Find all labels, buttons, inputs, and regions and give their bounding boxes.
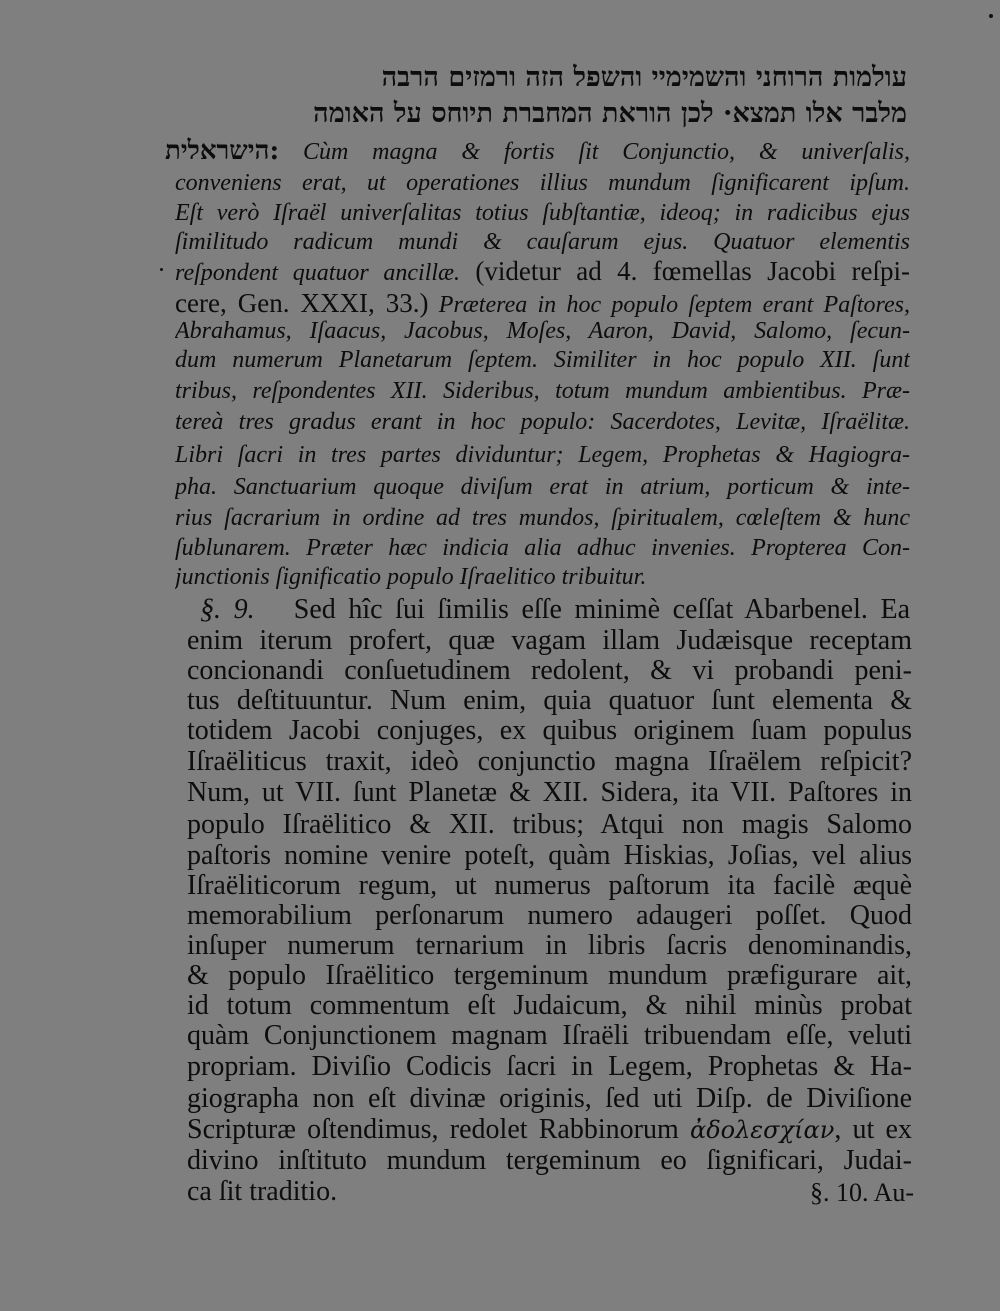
- roman-line-5: Iſraëliticus traxit, ideò conjunctio magna Iſraëlem reſpicit?: [187, 746, 912, 777]
- roman-line-12: & populo Iſraëlitico tergeminum mundum præfigurare ait,: [187, 960, 912, 991]
- roman-fragment: (videtur ad 4. fœmellas Jacobi reſpi-: [460, 256, 910, 286]
- roman-line-15: propriam. Diviſio Codicis ſacri in Legem, Prophetas & Ha-: [187, 1051, 912, 1082]
- mixed-line-3: [165, 136, 910, 166]
- section-mark: §. 9.: [200, 594, 255, 625]
- italic-fragment: Præterea in hoc populo ſeptem erant Paſtores,: [428, 292, 910, 318]
- greek-word: ἀδολεσχίαν: [689, 1116, 835, 1144]
- roman-fragment: , ut ex: [834, 1114, 912, 1145]
- mixed-line-7: [175, 256, 910, 286]
- hebrew-fragment: הישראלית:: [165, 136, 280, 166]
- roman-line-11: inſuper numerum ternarium in libris ſacris denominandis,: [187, 930, 912, 961]
- italic-line-17: junctionis ſignificatio populo Iſraelitico tribuitur.: [175, 564, 647, 590]
- roman-fragment: cere, Gen. XXXI, 33.): [175, 288, 429, 318]
- italic-line-4: conveniens erat, ut operationes illius mundum ſignificarent ipſum.: [175, 170, 910, 196]
- italic-line-11: tribus, reſpondentes XII. Sideribus, totum mundum ambientibus. Præ-: [175, 378, 910, 404]
- roman-line-1: enim iterum profert, quæ vagam illam Judæisque receptam: [187, 625, 912, 656]
- roman-line-4: totidem Jacobi conjuges, ex quibus originem ſuam populus: [187, 715, 912, 746]
- roman-line-14: quàm Conjunctionem magnam Iſraëli tribuendam eſſe, veluti: [187, 1020, 912, 1051]
- roman-line-10: memorabilium perſonarum numero adaugeri poſſet. Quod: [187, 900, 912, 931]
- roman-fragment: Scripturæ oſtendimus, redolet Rabbinorum: [187, 1114, 690, 1145]
- italic-line-6: ſimilitudo radicum mundi & cauſarum ejus. Quatuor elementis: [175, 229, 910, 255]
- roman-line-6: Num, ut VII. ſunt Planetæ & XII. Sidera, ita VII. Paſtores in: [187, 777, 912, 808]
- catchword: §. 10. Au-: [810, 1178, 914, 1207]
- italic-line-13: Libri ſacri in tres partes dividuntur; Legem, Prophetas & Hagiogra-: [175, 442, 910, 468]
- roman-fragment: Sed hîc ſui ſimilis eſſe minimè ceſſat Abarbenel. Ea: [293, 594, 910, 625]
- roman-line-9: Iſraëliticorum regum, ut numerus paſtorum ita facilè æquè: [187, 870, 912, 901]
- section-9-first-line: [200, 594, 910, 628]
- italic-line-15: rius ſacrarium in ordine ad tres mundos, ſpiritualem, cœleſtem & hunc: [175, 505, 910, 531]
- roman-line-2: concionandi conſuetudinem redolent, & vi probandi peni-: [187, 655, 912, 686]
- italic-line-5: Eſt verò Iſraël univerſalitas totius ſubſtantiæ, ideoq; in radicibus ejus: [175, 200, 910, 226]
- italic-line-9: Abrahamus, Iſaacus, Jacobus, Moſes, Aaron, David, Salomo, ſecun-: [175, 318, 910, 344]
- ink-speck: [160, 268, 163, 271]
- hebrew-line-2: מלבר אלו תמצא· לכן הוראת המחברת תיוחס על האומה: [313, 98, 907, 129]
- ink-speck: [989, 14, 993, 18]
- roman-line-19: ca ſit traditio.: [187, 1176, 338, 1207]
- roman-line-18: divino inſtituto mundum tergeminum eo ſignificari, Judai-: [187, 1145, 912, 1176]
- roman-line-7: populo Iſraëlitico & XII. tribus; Atqui non magis Salomo: [187, 809, 912, 840]
- roman-line-16: giographa non eſt divinæ originis, ſed uti Diſp. de Diviſione: [187, 1083, 912, 1114]
- roman-line-greek: [187, 1114, 912, 1148]
- latin-fragment: Cùm magna & fortis ſit Conjunctio, & univerſalis,: [302, 139, 910, 165]
- italic-line-12: tereà tres gradus erant in hoc populo: Sacerdotes, Levitæ, Iſraëlitæ.: [175, 409, 910, 435]
- mixed-line-8: [175, 288, 910, 318]
- italic-line-10: dum numerum Planetarum ſeptem. Similiter in hoc populo XII. ſunt: [175, 347, 910, 373]
- roman-line-3: tus deſtituuntur. Num enim, quia quatuor ſunt elementa &: [187, 685, 912, 716]
- roman-line-13: id totum commentum eſt Judaicum, & nihil minùs probat: [187, 990, 912, 1021]
- italic-fragment: reſpondent quatuor ancillæ.: [175, 260, 461, 286]
- hebrew-line-1: עולמות הרוחני והשמימיי והשפל הזה ורמזים הרבה: [381, 62, 907, 93]
- italic-line-14: pha. Sanctuarium quoque diviſum erat in atrium, porticum & inte-: [175, 474, 910, 500]
- roman-line-8: paſtoris nomine venire poteſt, quàm Hiskias, Joſias, vel alius: [187, 840, 912, 871]
- italic-line-16: ſublunarem. Præter hæc indicia alia adhuc invenies. Propterea Con-: [175, 535, 910, 561]
